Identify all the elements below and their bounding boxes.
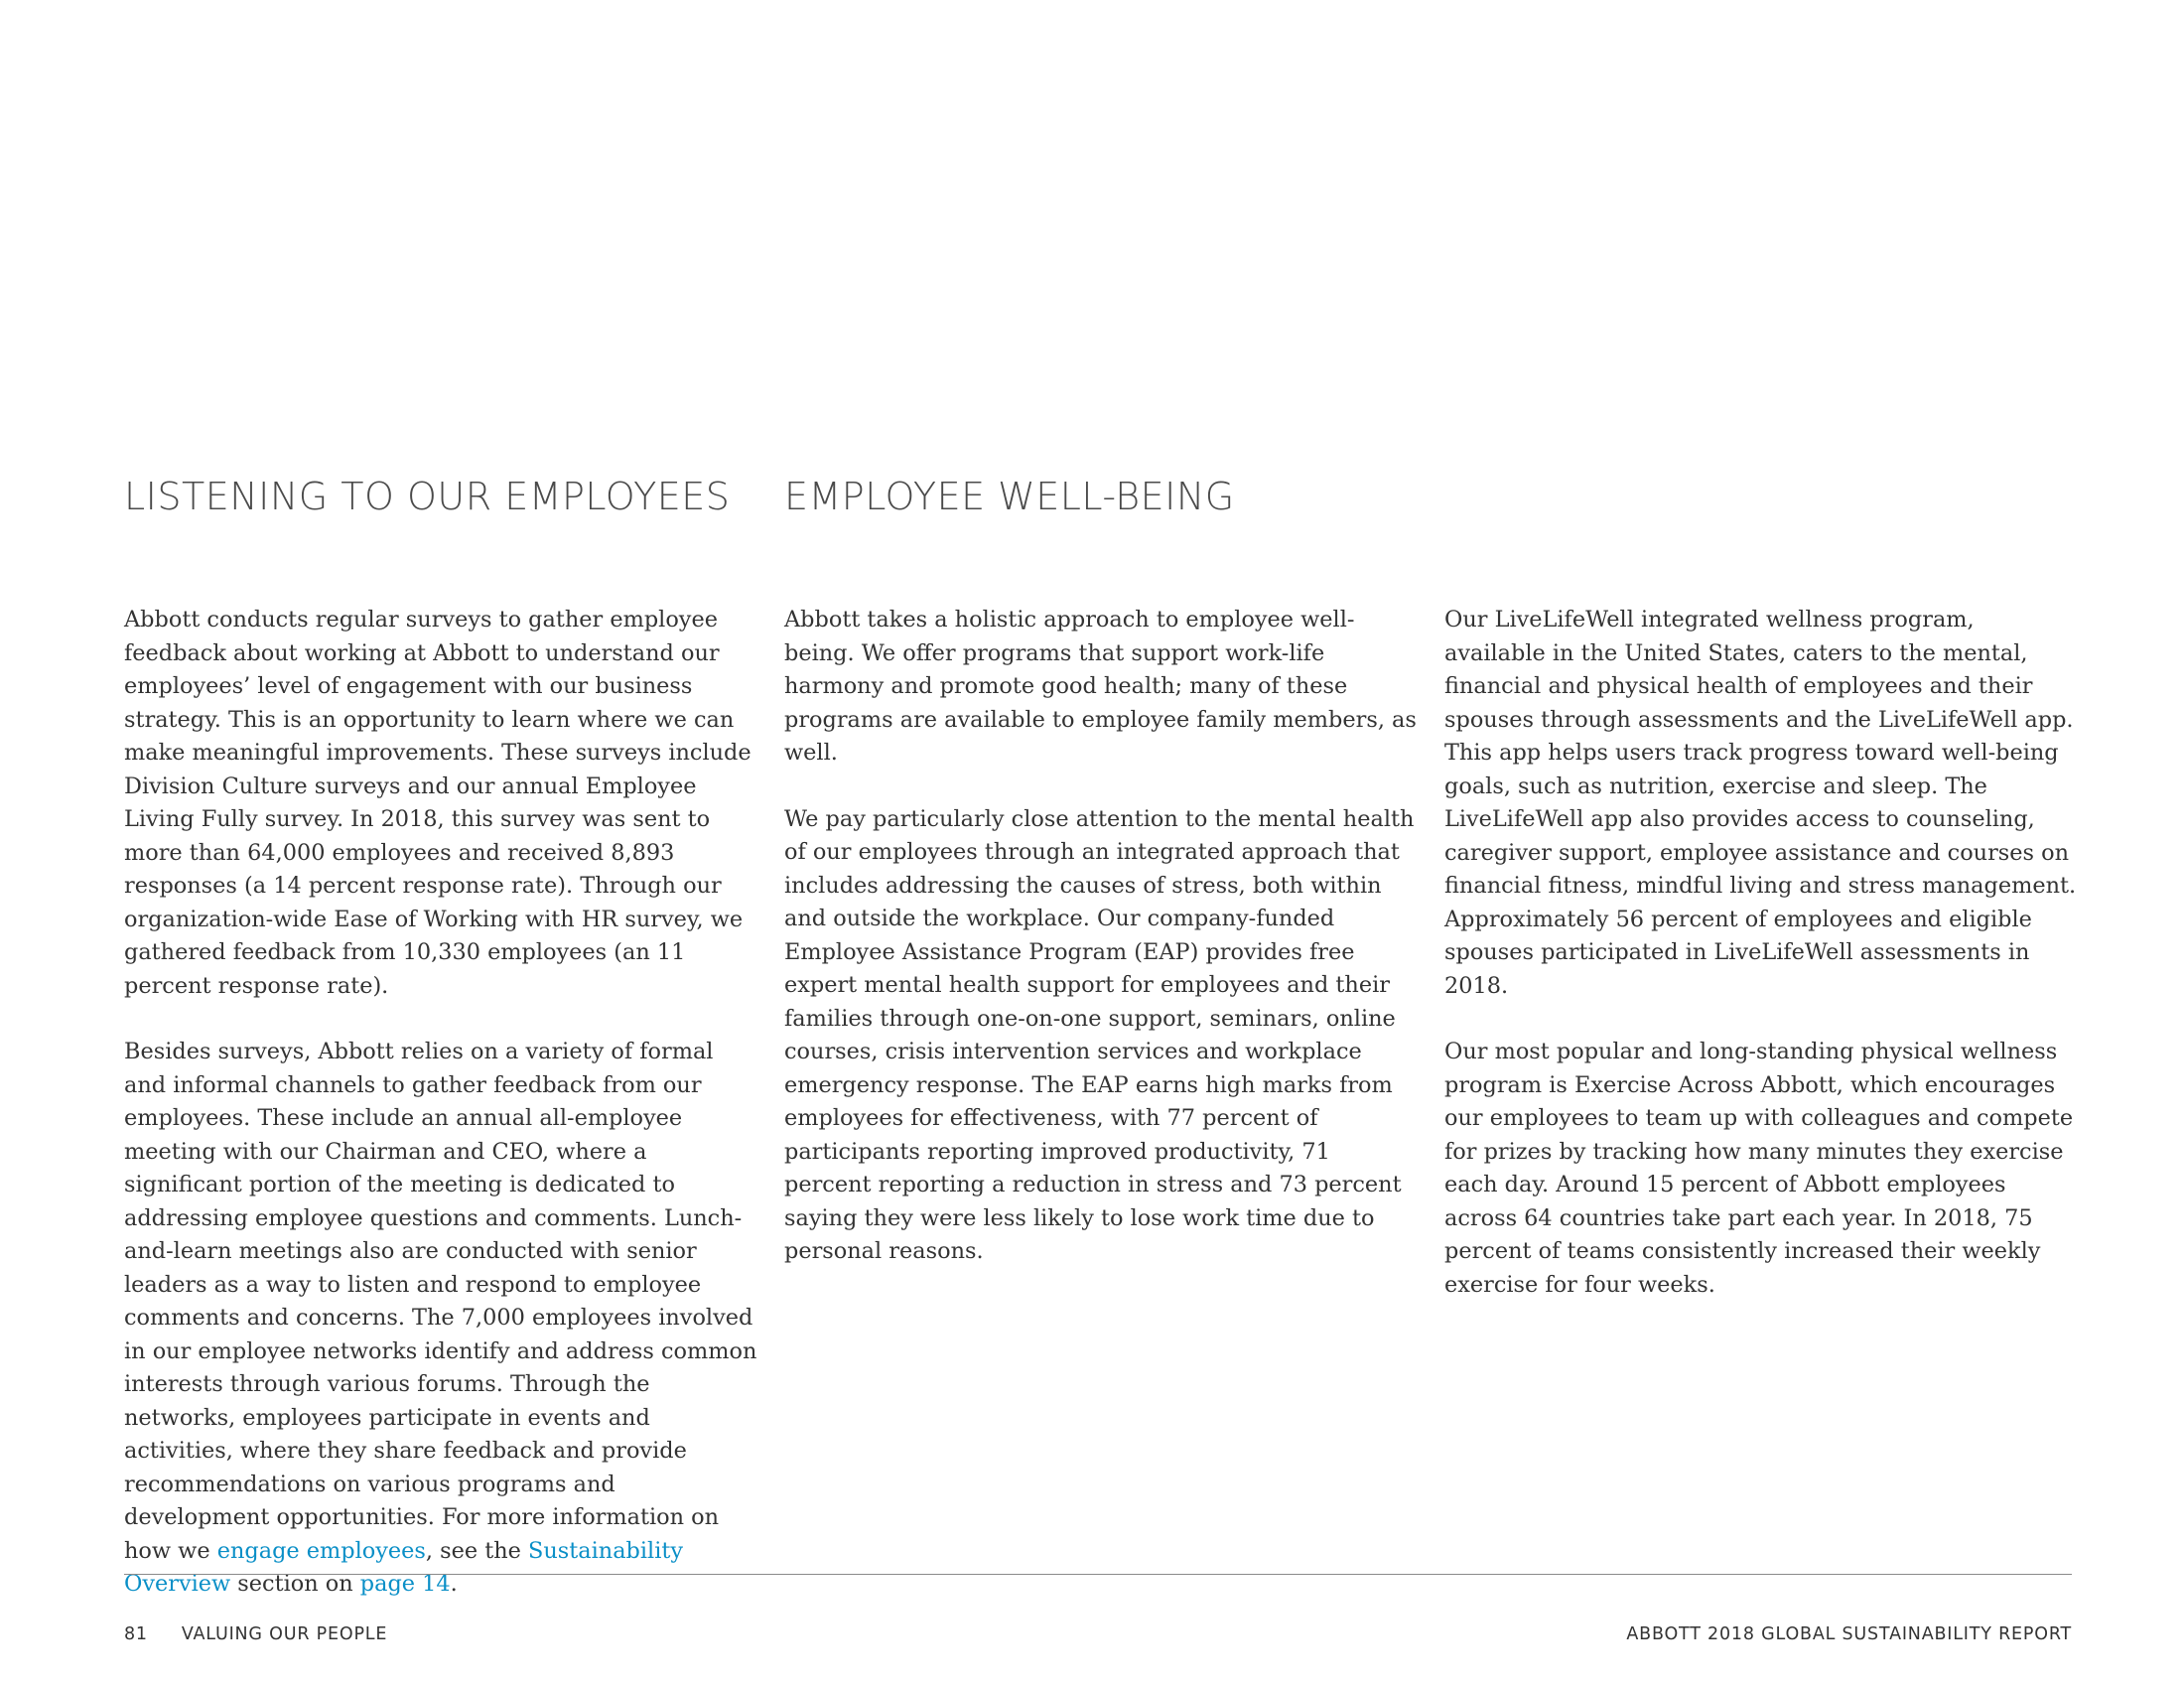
paragraph-livelifewell: Our LiveLifeWell integrated wellness program, available in the United States, caters to the mental, financial and physical health of employees and their spouses through assessments and the LiveLifeWell app. This app helps users track progress toward well-being goals, such as nutrition, exercise and sleep. The LiveLifeWell app also provides access to counseling, caregiver support, employee assistance and courses on financial fitness, mindful living and stress management. Approximately 56 percent of employees and eligible spouses participated in LiveLifeWell assessments in 2018.: [1444, 607, 2077, 999]
page-number: 81: [124, 1624, 148, 1644]
paragraph-channels-text: Besides surveys, Abbott relies on a variety of formal and informal channels to gather feedback from our employees. These include an annual all-employee meeting with our Chairman and CEO, where a significant portion of the meeting is dedicated to addressing employee questions and comments. Lunch-and-learn meetings also are conducted with senior leaders as a way to listen and respond to employee comments and concerns. The 7,000 employees involved in our employee networks identify and address common interests through various forums. Through the networks, employees participate in events and activities, where they share feedback and provide recommendations on various programs and development opportunities. For more information on how we: [124, 1039, 757, 1564]
footer-left: [124, 1624, 387, 1644]
paragraph-channels-end: .: [450, 1571, 458, 1597]
footer-report-title: ABBOTT 2018 GLOBAL SUSTAINABILITY REPORT: [1626, 1624, 2072, 1644]
heading-spacer: [1444, 475, 2080, 604]
paragraph-mental-health: We pay particularly close attention to the mental health of our employees through an integrated approach that includes addressing the causes of stress, both within and outside the workplace. Our company-funded Employee Assistance Program (EAP) provides free expert mental health support for employees and their families through one-on-one support, seminars, online courses, crisis intervention services and workplace emergency response. The EAP earns high marks from employees for effectiveness, with 77 percent of participants reporting improved productivity, 71 percent reporting a reduction in stress and 73 percent saying they were less likely to lose work time due to personal reasons.: [784, 805, 1415, 1264]
paragraph-exercise: Our most popular and long-standing physical wellness program is Exercise Across Abbott, which encourages our employees to team up with colleagues and compete for prizes by tracking how many minutes they exercise each day. Around 15 percent of Abbott employees across 64 countries take part each year. In 2018, 75 percent of teams consistently increased their weekly exercise for four weeks.: [1444, 1039, 2074, 1298]
section-heading-wellbeing: EMPLOYEE WELL-BEING: [784, 475, 1235, 518]
column-listening: [124, 475, 759, 1634]
paragraph-channels: [124, 1036, 759, 1602]
paragraph-holistic: Abbott takes a holistic approach to employee well-being. We offer programs that support work-life harmony and promote good health; many of these programs are available to employee family members, as well.: [784, 607, 1417, 766]
footer-section-name: VALUING OUR PEOPLE: [181, 1624, 388, 1644]
section-heading-listening: LISTENING TO OUR EMPLOYEES: [124, 475, 731, 518]
engage-employees-link[interactable]: engage employees: [216, 1537, 426, 1564]
paragraph-surveys: Abbott conducts regular surveys to gather employee feedback about working at Abbott to understand our employees’ level of engagement with our business strategy. This is an opportunity to learn where we can make meaningful improvements. These surveys include Division Culture surveys and our annual Employee Living Fully survey. In 2018, this survey was sent to more than 64,000 employees and received 8,893 responses (a 14 percent response rate). Through our organization-wide Ease of Working with HR survey, we gathered feedback from 10,330 employees (an 11 percent response rate).: [124, 607, 751, 999]
paragraph-channels-mid: , see the: [425, 1537, 529, 1564]
sustainability-overview-link[interactable]: Sustainability Overview: [124, 1537, 684, 1597]
footer-divider: [124, 1574, 2072, 1575]
column-wellbeing-2: [1444, 475, 2080, 1335]
page-14-link[interactable]: page 14: [359, 1571, 451, 1597]
paragraph-channels-mid2: section on: [230, 1571, 360, 1597]
column-wellbeing-1: [784, 475, 1420, 1302]
